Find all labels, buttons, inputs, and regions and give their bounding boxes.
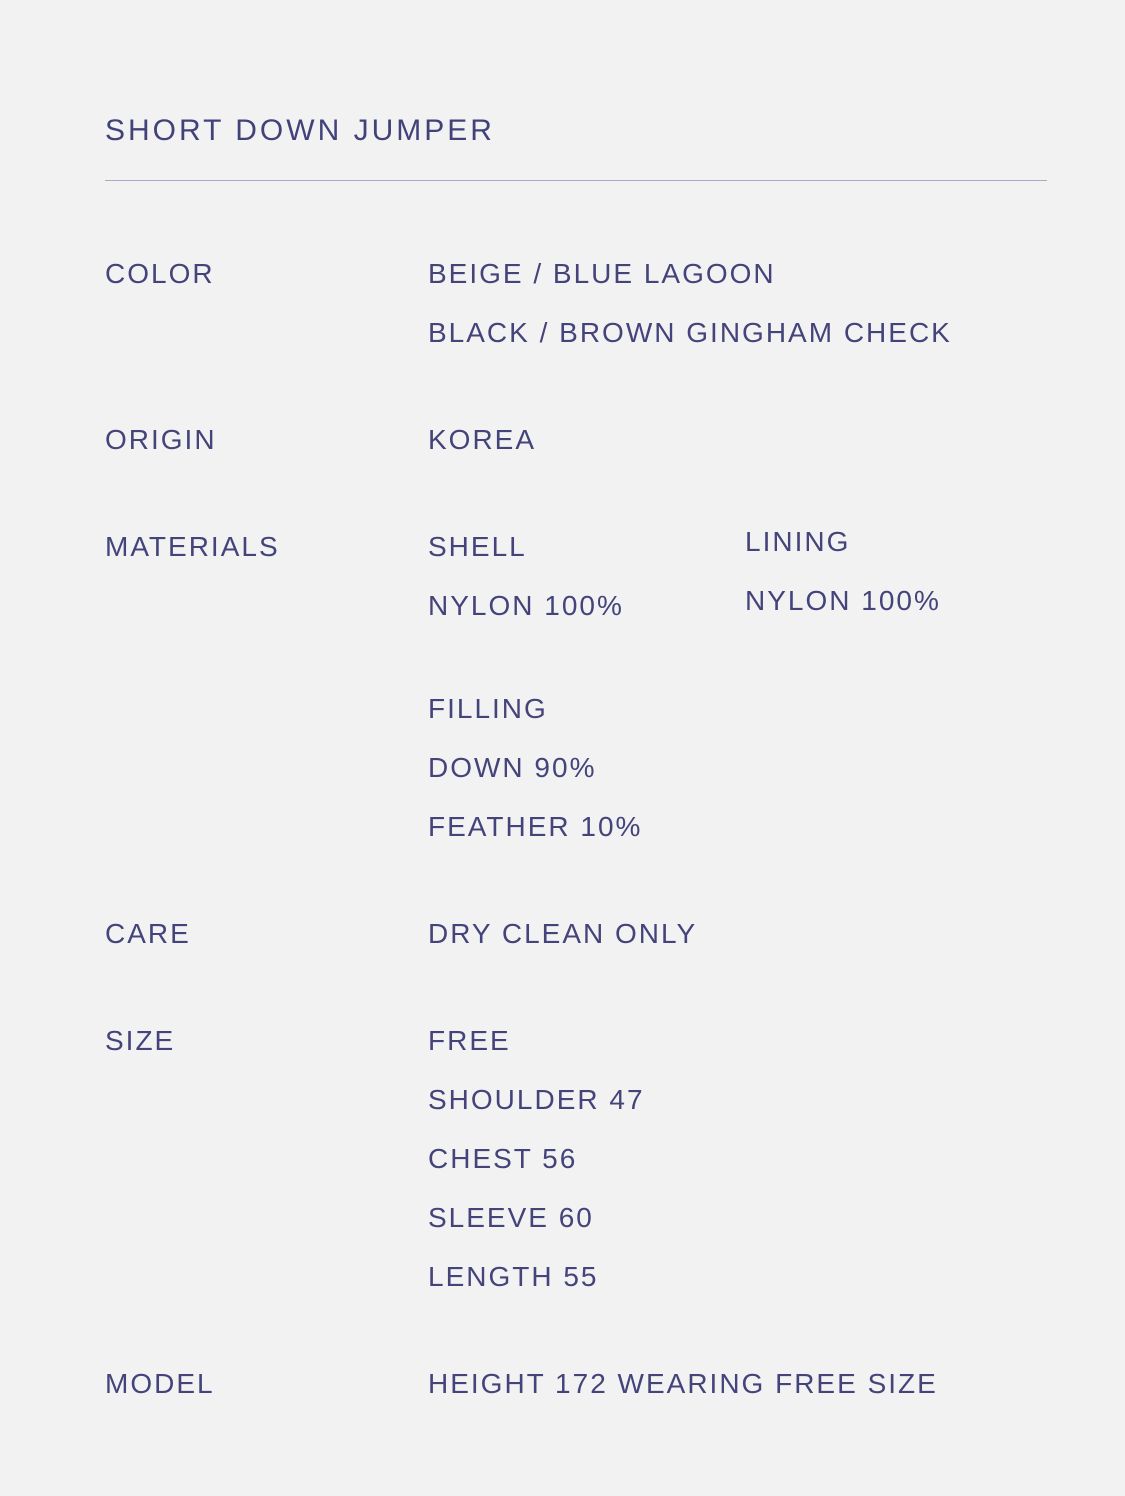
size-sleeve: SLEEVE 60 bbox=[428, 1202, 594, 1233]
spec-row-origin bbox=[105, 410, 1047, 469]
material-lining-title: LINING bbox=[745, 526, 851, 557]
size-fit: FREE bbox=[428, 1025, 511, 1056]
origin-value: KOREA bbox=[428, 424, 537, 455]
spec-value-care bbox=[428, 904, 1047, 963]
spec-row-color bbox=[105, 244, 1047, 362]
material-lining-value: NYLON 100% bbox=[745, 585, 941, 616]
color-option-1: BEIGE / BLUE LAGOON bbox=[428, 258, 776, 289]
spec-row-materials bbox=[105, 517, 1047, 856]
material-filling-feather: FEATHER 10% bbox=[428, 811, 643, 842]
material-filling bbox=[428, 679, 1047, 856]
spec-label-model: MODEL bbox=[105, 1368, 215, 1399]
care-value: DRY CLEAN ONLY bbox=[428, 918, 698, 949]
spec-row-care bbox=[105, 904, 1047, 963]
size-shoulder: SHOULDER 47 bbox=[428, 1084, 645, 1115]
size-length: LENGTH 55 bbox=[428, 1261, 599, 1292]
product-specs bbox=[105, 244, 1047, 1413]
spec-label-origin: ORIGIN bbox=[105, 424, 217, 455]
material-lining bbox=[745, 512, 941, 630]
spec-label-materials: MATERIALS bbox=[105, 531, 280, 562]
product-title: SHORT DOWN JUMPER bbox=[105, 114, 495, 147]
title-divider bbox=[105, 180, 1047, 181]
model-value: HEIGHT 172 WEARING FREE SIZE bbox=[428, 1368, 938, 1399]
spec-value-size bbox=[428, 1011, 1047, 1306]
spec-value-materials bbox=[428, 517, 1047, 856]
spec-value-color bbox=[428, 244, 1047, 362]
materials-columns bbox=[428, 517, 1047, 635]
material-shell bbox=[428, 517, 745, 635]
size-chest: CHEST 56 bbox=[428, 1143, 578, 1174]
spec-label-color: COLOR bbox=[105, 258, 215, 289]
spec-label-size: SIZE bbox=[105, 1025, 176, 1056]
spec-value-model bbox=[428, 1354, 1047, 1413]
color-option-2: BLACK / BROWN GINGHAM CHECK bbox=[428, 317, 952, 348]
spec-row-size bbox=[105, 1011, 1047, 1306]
material-filling-title: FILLING bbox=[428, 693, 548, 724]
material-shell-value: NYLON 100% bbox=[428, 590, 624, 621]
material-shell-title: SHELL bbox=[428, 531, 527, 562]
spec-label-care: CARE bbox=[105, 918, 191, 949]
spec-value-origin bbox=[428, 410, 1047, 469]
material-filling-down: DOWN 90% bbox=[428, 752, 597, 783]
spec-row-model bbox=[105, 1354, 1047, 1413]
